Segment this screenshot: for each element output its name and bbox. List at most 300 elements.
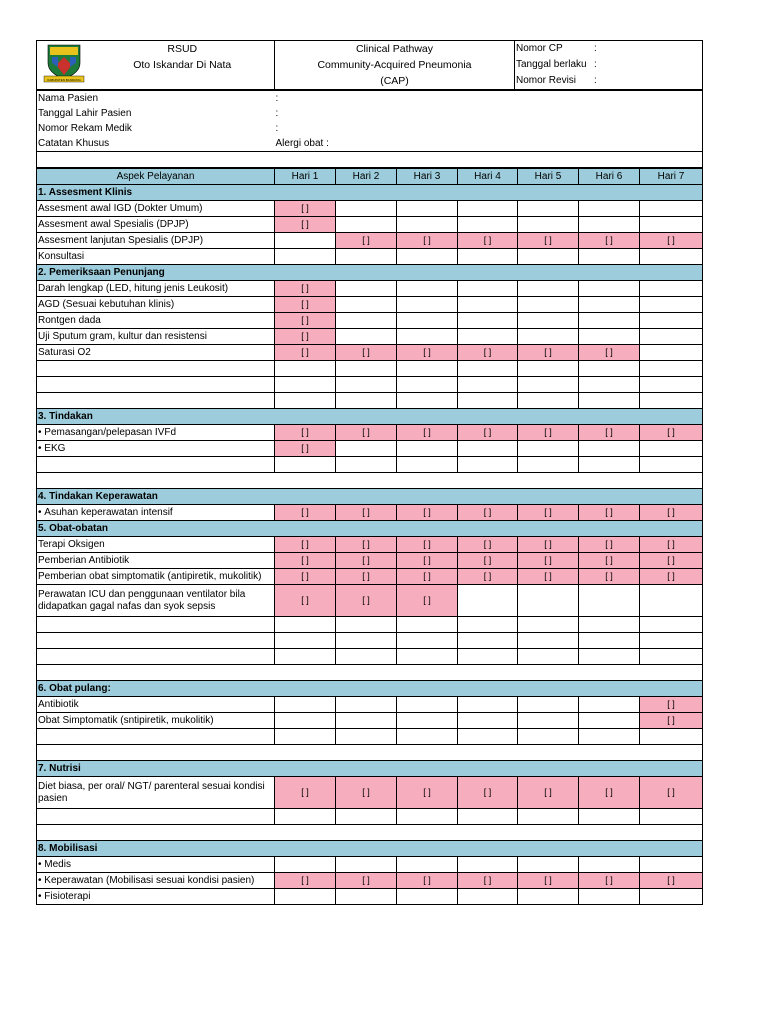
day-column-header: Hari 7: [640, 169, 703, 185]
meta-label: Nomor Revisi: [516, 75, 577, 86]
empty-day-cell: [518, 585, 579, 617]
empty-day-cell: [640, 889, 703, 905]
empty-day-cell: [518, 361, 579, 377]
empty-day-cell: [640, 281, 703, 297]
day-checkbox[interactable]: [ ]: [458, 345, 518, 361]
blank-cell: [37, 745, 703, 761]
day-checkbox[interactable]: [ ]: [579, 425, 640, 441]
row-label: [37, 457, 275, 473]
pathway-table: [36, 168, 703, 905]
pathway-row: [37, 585, 703, 617]
patient-info-table: [36, 90, 703, 168]
logo-ribbon-text: KABUPATEN BANDUNG: [46, 77, 81, 82]
empty-day-cell: [336, 441, 397, 457]
item-text: Assesment awal Spesialis (DPJP): [38, 219, 189, 230]
pathway-row: [37, 649, 703, 665]
day-checkbox[interactable]: [ ]: [640, 233, 703, 249]
day-checkbox[interactable]: [ ]: [579, 505, 640, 521]
row-label: [37, 697, 275, 713]
meta-row: [516, 73, 701, 89]
row-label: [37, 809, 275, 825]
empty-day-cell: [579, 217, 640, 233]
empty-day-cell: [579, 329, 640, 345]
section-title: 1. Assesment Klinis: [37, 185, 703, 201]
empty-day-cell: [275, 633, 336, 649]
day-checkbox[interactable]: [ ]: [275, 329, 336, 345]
pathway-row: [37, 425, 703, 441]
empty-day-cell: [397, 649, 458, 665]
row-label: [37, 217, 275, 233]
day-checkbox[interactable]: [ ]: [579, 873, 640, 889]
empty-day-cell: [518, 217, 579, 233]
day-column-header: Hari 2: [336, 169, 397, 185]
empty-day-cell: [275, 729, 336, 745]
pathway-row: [37, 697, 703, 713]
row-label: [37, 425, 275, 441]
day-checkbox[interactable]: [ ]: [518, 425, 579, 441]
day-checkbox[interactable]: [ ]: [397, 777, 458, 809]
day-checkbox[interactable]: [ ]: [275, 553, 336, 569]
section-header-row: [37, 185, 703, 201]
section-header-row: [37, 265, 703, 281]
empty-day-cell: [336, 713, 397, 729]
meta-value: :: [594, 75, 597, 86]
day-checkbox[interactable]: [ ]: [579, 345, 640, 361]
day-checkbox[interactable]: [ ]: [458, 553, 518, 569]
day-checkbox[interactable]: [ ]: [397, 553, 458, 569]
empty-day-cell: [640, 617, 703, 633]
empty-day-cell: [397, 633, 458, 649]
empty-day-cell: [336, 297, 397, 313]
hospital-line1: RSUD: [167, 43, 198, 55]
section-title: 5. Obat-obatan: [37, 521, 703, 537]
pathway-row: [37, 441, 703, 457]
bullet-item-text: • Medis: [38, 859, 71, 870]
blank-cell: [37, 665, 703, 681]
empty-day-cell: [458, 729, 518, 745]
day-checkbox[interactable]: [ ]: [275, 441, 336, 457]
empty-day-cell: [518, 809, 579, 825]
pathway-row: [37, 377, 703, 393]
document-title: [275, 41, 515, 90]
row-label: [37, 617, 275, 633]
empty-day-cell: [579, 249, 640, 265]
item-text: Assesment awal IGD (Dokter Umum): [38, 203, 203, 214]
day-checkbox[interactable]: [ ]: [579, 553, 640, 569]
blank-row: [37, 825, 703, 841]
pathway-row: [37, 873, 703, 889]
empty-day-cell: [518, 889, 579, 905]
empty-day-cell: [458, 329, 518, 345]
empty-day-cell: [640, 809, 703, 825]
day-checkbox[interactable]: [ ]: [458, 425, 518, 441]
blank-row: [37, 745, 703, 761]
empty-day-cell: [579, 889, 640, 905]
pathway-row: [37, 553, 703, 569]
day-checkbox[interactable]: [ ]: [458, 873, 518, 889]
empty-day-cell: [640, 329, 703, 345]
pathway-row: [37, 393, 703, 409]
empty-day-cell: [640, 377, 703, 393]
day-checkbox[interactable]: [ ]: [579, 233, 640, 249]
empty-day-cell: [579, 729, 640, 745]
day-checkbox[interactable]: [ ]: [397, 537, 458, 553]
coat-of-arms-icon: [40, 43, 88, 83]
empty-day-cell: [579, 633, 640, 649]
item-text: Pemberian obat simptomatik (antipiretik, mukolitik): [38, 571, 262, 582]
row-label: [37, 377, 275, 393]
pathway-row: [37, 297, 703, 313]
hospital-line2: Oto Iskandar Di Nata: [133, 59, 232, 71]
empty-day-cell: [458, 585, 518, 617]
row-label: [37, 729, 275, 745]
empty-day-cell: [336, 633, 397, 649]
empty-day-cell: [579, 377, 640, 393]
empty-day-cell: [397, 809, 458, 825]
pathway-row: [37, 345, 703, 361]
empty-day-cell: [518, 281, 579, 297]
day-checkbox[interactable]: [ ]: [640, 569, 703, 585]
row-label: [37, 857, 275, 873]
empty-day-cell: [275, 617, 336, 633]
item-text: Terapi Oksigen: [38, 539, 105, 550]
row-label: [37, 889, 275, 905]
pathway-row: [37, 729, 703, 745]
empty-day-cell: [458, 377, 518, 393]
day-checkbox[interactable]: [ ]: [336, 569, 397, 585]
patient-info-value[interactable]: :: [275, 91, 703, 107]
day-checkbox[interactable]: [ ]: [275, 777, 336, 809]
day-checkbox[interactable]: [ ]: [275, 569, 336, 585]
meta-label: Nomor CP: [516, 43, 563, 54]
day-checkbox[interactable]: [ ]: [275, 505, 336, 521]
row-label: [37, 233, 275, 249]
row-label: [37, 393, 275, 409]
empty-day-cell: [458, 713, 518, 729]
empty-day-cell: [458, 201, 518, 217]
title-line3: (CAP): [380, 75, 409, 87]
day-column-header: Hari 1: [275, 169, 336, 185]
pathway-row: [37, 889, 703, 905]
day-checkbox[interactable]: [ ]: [579, 537, 640, 553]
header-table: [36, 40, 703, 90]
day-column-header: Hari 5: [518, 169, 579, 185]
pathway-row: [37, 617, 703, 633]
column-header-row: [37, 169, 703, 185]
day-checkbox[interactable]: [ ]: [397, 233, 458, 249]
day-checkbox[interactable]: [ ]: [640, 505, 703, 521]
day-checkbox[interactable]: [ ]: [640, 697, 703, 713]
document-meta: [515, 41, 703, 90]
item-text: Obat Simptomatik (sntipiretik, mukolitik): [38, 715, 214, 726]
day-checkbox[interactable]: [ ]: [458, 505, 518, 521]
patient-info-label: Tanggal Lahir Pasien: [37, 106, 275, 121]
row-label: [37, 553, 275, 569]
row-label: [37, 313, 275, 329]
item-text: Rontgen dada: [38, 315, 101, 326]
empty-day-cell: [397, 713, 458, 729]
empty-day-cell: [275, 809, 336, 825]
day-checkbox[interactable]: [ ]: [518, 537, 579, 553]
empty-day-cell: [275, 249, 336, 265]
empty-day-cell: [640, 361, 703, 377]
empty-day-cell: [458, 361, 518, 377]
empty-day-cell: [458, 281, 518, 297]
empty-day-cell: [640, 585, 703, 617]
day-checkbox[interactable]: [ ]: [518, 505, 579, 521]
empty-day-cell: [518, 617, 579, 633]
day-checkbox[interactable]: [ ]: [275, 537, 336, 553]
day-column-header: Hari 6: [579, 169, 640, 185]
item-text: Pemberian Antibiotik: [38, 555, 130, 566]
day-checkbox[interactable]: [ ]: [336, 873, 397, 889]
day-checkbox[interactable]: [ ]: [518, 777, 579, 809]
section-header-row: [37, 681, 703, 697]
empty-day-cell: [397, 249, 458, 265]
empty-day-cell: [336, 217, 397, 233]
day-checkbox[interactable]: [ ]: [336, 233, 397, 249]
item-text: Saturasi O2: [38, 347, 91, 358]
empty-day-cell: [397, 313, 458, 329]
empty-day-cell: [336, 329, 397, 345]
item-text: Konsultasi: [38, 251, 85, 262]
meta-value: :: [594, 59, 597, 70]
empty-day-cell: [397, 297, 458, 313]
empty-day-cell: [579, 441, 640, 457]
empty-day-cell: [518, 649, 579, 665]
row-label: [37, 441, 275, 457]
patient-info-value[interactable]: :: [275, 121, 703, 136]
empty-day-cell: [518, 457, 579, 473]
empty-day-cell: [275, 233, 336, 249]
day-checkbox[interactable]: [ ]: [640, 553, 703, 569]
empty-day-cell: [336, 617, 397, 633]
patient-info-label: Nomor Rekam Medik: [37, 121, 275, 136]
empty-day-cell: [336, 249, 397, 265]
day-checkbox[interactable]: [ ]: [640, 873, 703, 889]
empty-day-cell: [458, 313, 518, 329]
day-checkbox[interactable]: [ ]: [275, 345, 336, 361]
empty-day-cell: [275, 697, 336, 713]
empty-day-cell: [458, 457, 518, 473]
empty-day-cell: [458, 617, 518, 633]
day-checkbox[interactable]: [ ]: [518, 873, 579, 889]
row-label: [37, 633, 275, 649]
section-header-row: [37, 409, 703, 425]
blank-row: [37, 665, 703, 681]
bullet-item-text: • Pemasangan/pelepasan IVFd: [38, 427, 176, 438]
section-title: 8. Mobilisasi: [37, 841, 703, 857]
day-checkbox[interactable]: [ ]: [640, 777, 703, 809]
empty-day-cell: [397, 361, 458, 377]
day-checkbox[interactable]: [ ]: [397, 569, 458, 585]
day-checkbox[interactable]: [ ]: [640, 537, 703, 553]
hospital-name: [91, 41, 275, 90]
day-checkbox[interactable]: [ ]: [275, 297, 336, 313]
day-checkbox[interactable]: [ ]: [336, 425, 397, 441]
day-checkbox[interactable]: [ ]: [397, 425, 458, 441]
row-label: [37, 777, 275, 809]
empty-day-cell: [458, 441, 518, 457]
empty-day-cell: [336, 393, 397, 409]
empty-day-cell: [579, 313, 640, 329]
patient-info-label: Catatan Khusus: [37, 136, 275, 152]
empty-day-cell: [579, 809, 640, 825]
empty-day-cell: [640, 345, 703, 361]
empty-day-cell: [579, 457, 640, 473]
empty-day-cell: [518, 857, 579, 873]
item-text: Diet biasa, per oral/ NGT/ parenteral sesuai kondisi pasien: [38, 780, 265, 804]
row-label: [37, 329, 275, 345]
empty-day-cell: [275, 377, 336, 393]
empty-day-cell: [275, 889, 336, 905]
day-checkbox[interactable]: [ ]: [458, 569, 518, 585]
patient-info-value[interactable]: :: [275, 106, 703, 121]
empty-day-cell: [579, 649, 640, 665]
day-checkbox[interactable]: [ ]: [640, 425, 703, 441]
day-checkbox[interactable]: [ ]: [397, 505, 458, 521]
pathway-row: [37, 537, 703, 553]
empty-day-cell: [397, 393, 458, 409]
empty-day-cell: [640, 857, 703, 873]
row-label: [37, 201, 275, 217]
meta-row: [516, 41, 701, 57]
empty-day-cell: [275, 393, 336, 409]
bullet-item-text: • EKG: [38, 443, 65, 454]
empty-day-cell: [458, 297, 518, 313]
pathway-row: [37, 281, 703, 297]
empty-day-cell: [518, 313, 579, 329]
day-checkbox[interactable]: [ ]: [458, 537, 518, 553]
day-checkbox[interactable]: [ ]: [336, 777, 397, 809]
day-checkbox[interactable]: [ ]: [275, 585, 336, 617]
empty-day-cell: [579, 297, 640, 313]
day-checkbox[interactable]: [ ]: [518, 553, 579, 569]
row-label: [37, 537, 275, 553]
day-checkbox[interactable]: [ ]: [579, 569, 640, 585]
empty-day-cell: [458, 217, 518, 233]
empty-day-cell: [397, 889, 458, 905]
row-label: [37, 505, 275, 521]
day-checkbox[interactable]: [ ]: [336, 537, 397, 553]
day-checkbox[interactable]: [ ]: [275, 201, 336, 217]
empty-day-cell: [275, 457, 336, 473]
title-line2: Community-Acquired Pneumonia: [317, 59, 472, 71]
empty-day-cell: [579, 585, 640, 617]
row-label: [37, 713, 275, 729]
day-checkbox[interactable]: [ ]: [397, 873, 458, 889]
day-checkbox[interactable]: [ ]: [518, 345, 579, 361]
meta-label: Tanggal berlaku: [516, 59, 587, 70]
empty-day-cell: [640, 201, 703, 217]
day-checkbox[interactable]: [ ]: [275, 217, 336, 233]
empty-day-cell: [275, 649, 336, 665]
pathway-row: [37, 313, 703, 329]
empty-day-cell: [397, 217, 458, 233]
row-label: [37, 249, 275, 265]
spacer-row: [37, 152, 703, 168]
day-checkbox[interactable]: [ ]: [397, 345, 458, 361]
empty-day-cell: [397, 201, 458, 217]
day-checkbox[interactable]: [ ]: [579, 777, 640, 809]
empty-day-cell: [336, 457, 397, 473]
empty-day-cell: [397, 329, 458, 345]
empty-day-cell: [397, 377, 458, 393]
empty-day-cell: [518, 297, 579, 313]
day-checkbox[interactable]: [ ]: [640, 713, 703, 729]
patient-info-value[interactable]: Alergi obat :: [275, 136, 703, 152]
bullet-item-text: • Asuhan keperawatan intensif: [38, 507, 173, 518]
pathway-row: [37, 777, 703, 809]
pathway-row: [37, 809, 703, 825]
day-checkbox[interactable]: [ ]: [336, 505, 397, 521]
day-column-header: Hari 4: [458, 169, 518, 185]
empty-day-cell: [336, 697, 397, 713]
aspect-column-header: Aspek Pelayanan: [37, 169, 275, 185]
empty-day-cell: [336, 729, 397, 745]
empty-day-cell: [336, 857, 397, 873]
section-title: 4. Tindakan Keperawatan: [37, 489, 703, 505]
empty-day-cell: [640, 441, 703, 457]
row-label: [37, 585, 275, 617]
section-title: 2. Pemeriksaan Penunjang: [37, 265, 703, 281]
title-line1: Clinical Pathway: [355, 43, 434, 55]
empty-day-cell: [397, 697, 458, 713]
logo: [37, 41, 91, 90]
day-checkbox[interactable]: [ ]: [275, 281, 336, 297]
empty-day-cell: [458, 393, 518, 409]
empty-day-cell: [640, 297, 703, 313]
patient-info-row: [37, 136, 703, 152]
empty-day-cell: [579, 393, 640, 409]
day-checkbox[interactable]: [ ]: [275, 873, 336, 889]
empty-day-cell: [640, 649, 703, 665]
day-checkbox[interactable]: [ ]: [518, 569, 579, 585]
empty-day-cell: [458, 249, 518, 265]
day-checkbox[interactable]: [ ]: [458, 777, 518, 809]
empty-day-cell: [397, 729, 458, 745]
meta-value: :: [594, 43, 597, 54]
day-checkbox[interactable]: [ ]: [336, 553, 397, 569]
empty-day-cell: [275, 713, 336, 729]
empty-day-cell: [458, 889, 518, 905]
row-label: [37, 649, 275, 665]
day-checkbox[interactable]: [ ]: [458, 233, 518, 249]
empty-day-cell: [458, 697, 518, 713]
item-text: Uji Sputum gram, kultur dan resistensi: [38, 331, 207, 342]
day-checkbox[interactable]: [ ]: [397, 585, 458, 617]
empty-day-cell: [640, 313, 703, 329]
day-checkbox[interactable]: [ ]: [275, 425, 336, 441]
patient-info-row: [37, 121, 703, 136]
empty-day-cell: [579, 281, 640, 297]
empty-day-cell: [458, 649, 518, 665]
item-text: Antibiotik: [38, 699, 79, 710]
item-text: Perawatan ICU dan penggunaan ventilator bila didapatkan gagal nafas dan syok sepsis: [38, 588, 246, 612]
empty-day-cell: [518, 377, 579, 393]
empty-day-cell: [579, 857, 640, 873]
spacer-cell: [37, 152, 703, 168]
empty-day-cell: [640, 217, 703, 233]
row-label: [37, 281, 275, 297]
day-checkbox[interactable]: [ ]: [336, 345, 397, 361]
day-checkbox[interactable]: [ ]: [336, 585, 397, 617]
row-label: [37, 569, 275, 585]
day-checkbox[interactable]: [ ]: [518, 233, 579, 249]
patient-info-row: [37, 106, 703, 121]
bullet-item-text: • Fisioterapi: [38, 891, 90, 902]
day-checkbox[interactable]: [ ]: [275, 313, 336, 329]
